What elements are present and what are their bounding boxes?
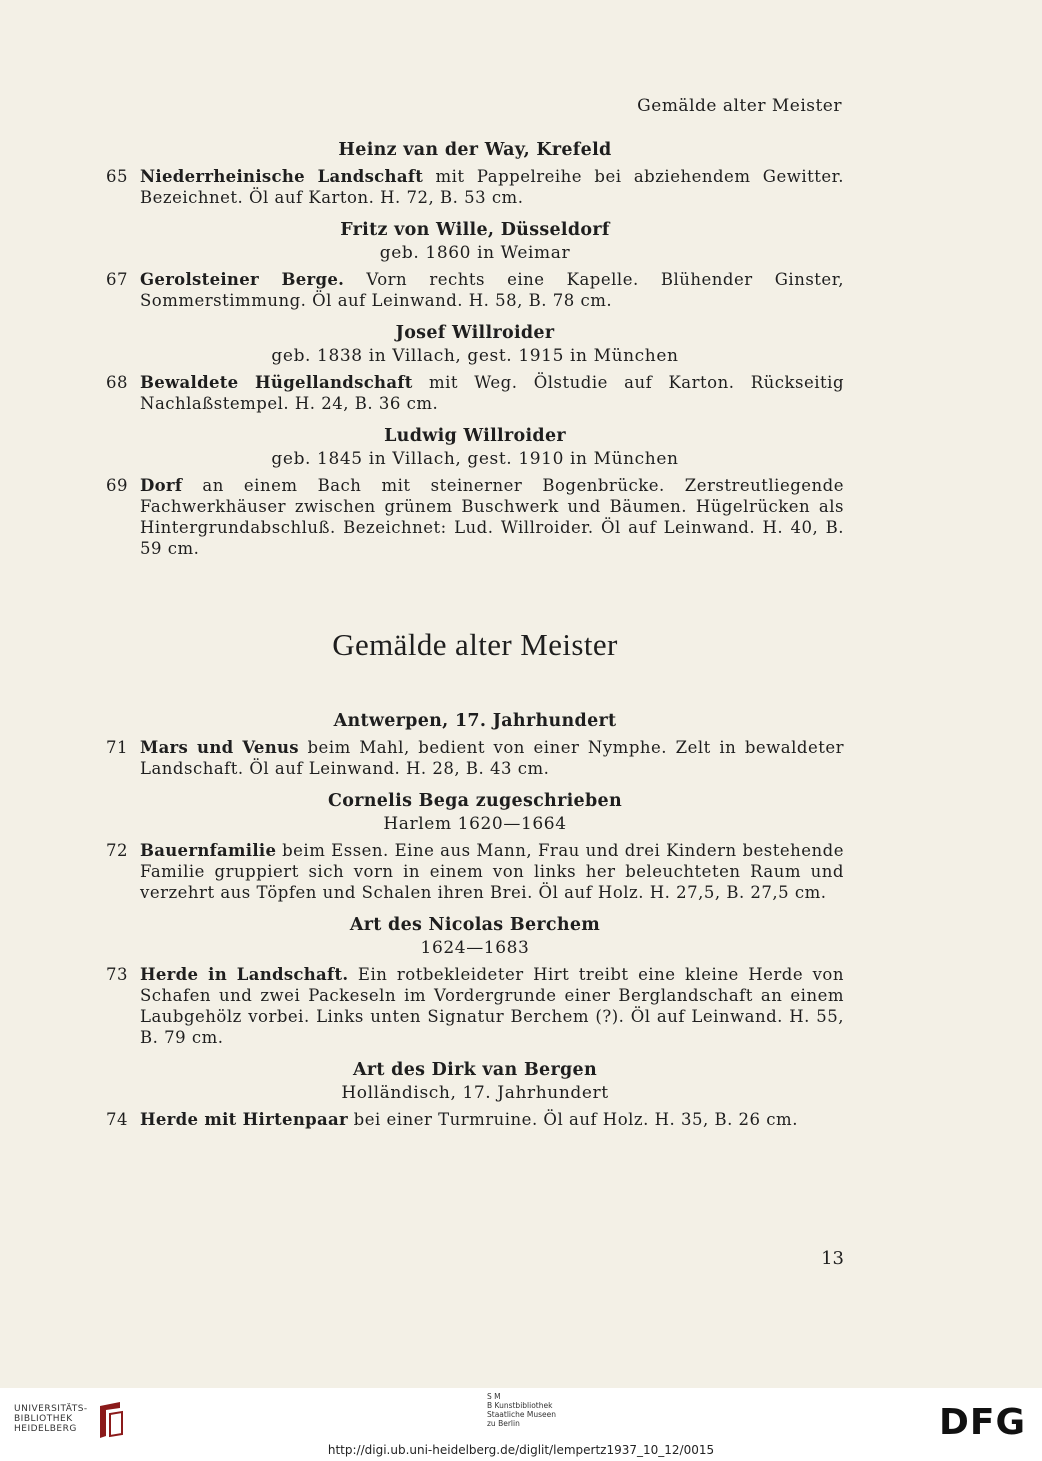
artist-dates: geb. 1860 in Weimar <box>379 243 571 263</box>
stamp-line: zu Berlin <box>487 1419 520 1428</box>
source-url-link[interactable]: http://digi.ub.uni-heidelberg.de/diglit/lempertz1937_10_12/0015 <box>327 1443 715 1457</box>
artist-heading: Art des Dirk van Bergen <box>352 1060 597 1080</box>
catalog-entry <box>106 269 844 311</box>
lot-title: Bewaldete Hügellandschaft <box>140 373 413 392</box>
lot-number: 65 <box>106 167 128 186</box>
university-library-logo[interactable] <box>14 1404 88 1434</box>
stamp-text <box>487 1392 556 1428</box>
uni-logo-line: BIBLIOTHEK <box>14 1414 73 1424</box>
catalog-entry <box>106 166 844 208</box>
lot-number: 69 <box>106 476 128 495</box>
artist-heading: Cornelis Bega zugeschrieben <box>328 791 622 811</box>
lot-title: Gerolsteiner Berge. <box>140 270 345 289</box>
catalog-section-old-masters <box>106 709 844 1130</box>
artist-dates: Holländisch, 17. Jahrhundert <box>341 1083 609 1103</box>
lot-number: 71 <box>106 738 128 757</box>
lot-number: 72 <box>106 841 128 860</box>
catalog-entry <box>106 840 844 903</box>
page-number: 13 <box>821 1248 844 1269</box>
catalog-entry <box>106 737 844 779</box>
artist-heading: Josef Willroider <box>395 323 555 343</box>
artist-heading: Art des Nicolas Berchem <box>349 915 601 935</box>
catalog-entry <box>106 964 844 1048</box>
lot-title: Bauernfamilie <box>140 841 277 860</box>
catalog-entry <box>106 1109 844 1130</box>
artist-heading: Heinz van der Way, Krefeld <box>338 140 612 160</box>
section-title: Gemälde alter Meister <box>332 627 618 662</box>
lot-title: Niederrheinische Landschaft <box>140 167 424 186</box>
stamp-line: B Kunstbibliothek <box>487 1401 553 1410</box>
artist-dates: Harlem 1620—1664 <box>383 814 567 834</box>
lot-description: mit Pappelreihe bei abziehendem Gewitter. Bezeichnet. Öl auf Karton. H. 72, B. 53 cm. <box>140 167 844 207</box>
lot-title: Mars und Venus <box>140 738 299 757</box>
lot-number: 74 <box>106 1110 128 1129</box>
library-mark-icon <box>96 1400 126 1440</box>
catalog-section-modern <box>106 138 844 559</box>
artist-dates: 1624—1683 <box>420 938 530 958</box>
lot-number: 73 <box>106 965 128 984</box>
lot-description: Vorn rechts eine Kapelle. Blühender Ginster, Sommerstimmung. Öl auf Leinwand. H. 58, B. 78 cm. <box>140 270 845 310</box>
lot-title: Dorf <box>140 476 183 495</box>
lot-description: an einem Bach mit steinerner Bogenbrücke. Zerstreutliegende Fachwerkhäuser zwischen grünem Buschwerk und Bäumen. Hügelrücken als Hintergrundabschluß. Bezeichnet: Lud. Willroider. Öl auf Leinwand. H. 40, B. 59 cm. <box>140 476 844 558</box>
artist-heading: Ludwig Willroider <box>384 426 566 446</box>
dfg-logo[interactable]: DFG <box>938 1402 1026 1443</box>
lot-description: beim Mahl, bedient von einer Nymphe. Zelt in bewaldeter Landschaft. Öl auf Leinwand. H. 28, B. 43 cm. <box>140 738 844 778</box>
lot-title: Herde mit Hirtenpaar <box>140 1110 348 1129</box>
stamp-line: S M <box>487 1392 501 1401</box>
lot-description: bei einer Turmruine. Öl auf Holz. H. 35, B. 26 cm. <box>347 1110 798 1129</box>
lot-number: 68 <box>106 373 128 392</box>
uni-logo-line: UNIVERSITÄTS- <box>14 1404 88 1414</box>
artist-heading: Fritz von Wille, Düsseldorf <box>340 220 610 240</box>
lot-description: mit Weg. Ölstudie auf Karton. Rückseitig Nachlaßstempel. H. 24, B. 36 cm. <box>140 373 845 413</box>
uni-logo-line: HEIDELBERG <box>14 1424 77 1434</box>
stamp-line: Staatliche Museen <box>487 1410 556 1419</box>
catalog-entry <box>106 475 844 559</box>
catalog-content <box>106 138 844 1140</box>
lot-number: 67 <box>106 270 128 289</box>
lot-description: beim Essen. Eine aus Mann, Frau und drei Kindern bestehende Familie gruppiert sich vorn in einem von links her beleuchteten Raum und verzehrt aus Töpfen und Schalen ihren Brei. Öl auf Holz. H. 27,5, B. 27,5 cm. <box>140 841 844 902</box>
footer-bar <box>0 1388 1042 1461</box>
artist-dates: geb. 1845 in Villach, gest. 1910 in München <box>271 449 679 469</box>
lot-description: Ein rotbekleideter Hirt treibt eine kleine Herde von Schafen und zwei Packeseln im Vordergrunde einer Berglandschaft an einem Laubgehölz vorbei. Links unten Signatur Berchem (?). Öl auf Leinwand. H. 55, B. 79 cm. <box>140 965 844 1047</box>
catalog-entry <box>106 372 844 414</box>
lot-title: Herde in Landschaft. <box>140 965 349 984</box>
artist-heading: Antwerpen, 17. Jahrhundert <box>333 711 617 731</box>
running-head: Gemälde alter Meister <box>637 96 842 116</box>
artist-dates: geb. 1838 in Villach, gest. 1915 in München <box>271 346 679 366</box>
